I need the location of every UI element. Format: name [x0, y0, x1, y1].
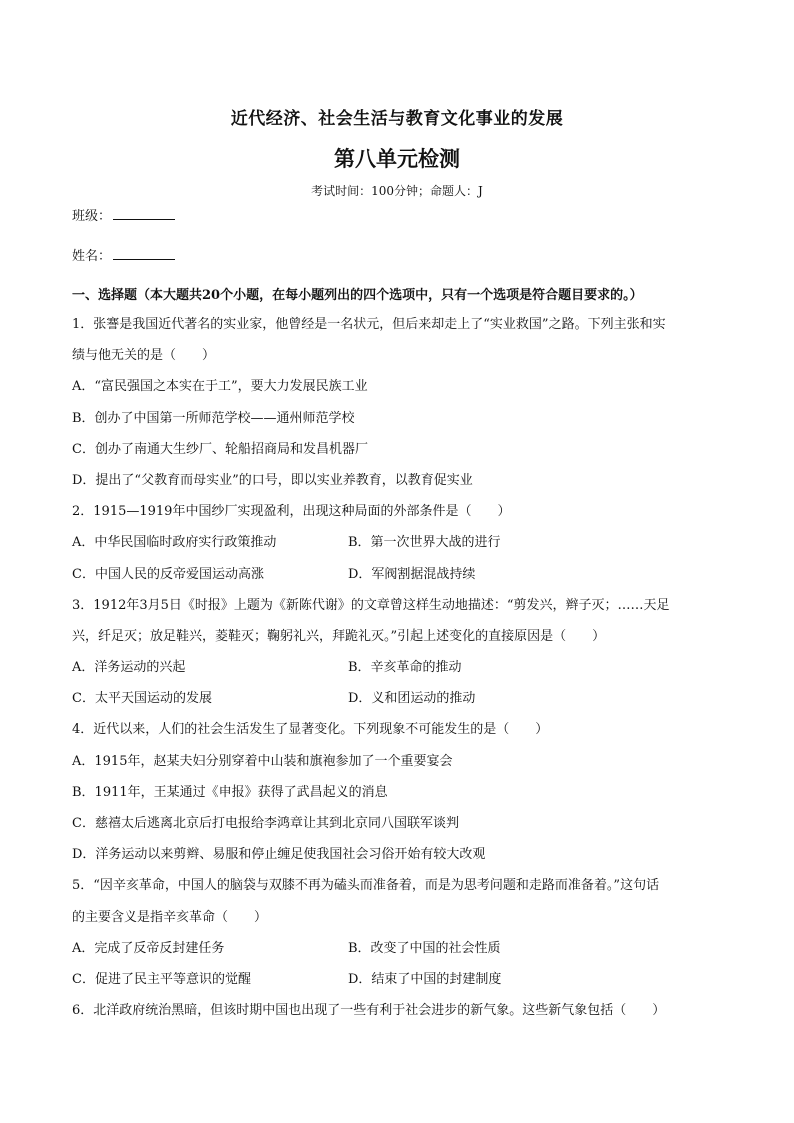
- question-content: [72, 283, 724, 1026]
- exam-info: 考试时间：100分钟；命题人：J: [311, 184, 483, 198]
- option-d: D．洋务运动以来剪辫、易服和停止缠足使我国社会习俗开始有较大改观: [72, 847, 486, 863]
- option-c: C．创办了南通大生纱厂、轮船招商局和发昌机器厂: [72, 441, 368, 457]
- option-d: D．义和团运动的推动: [348, 691, 476, 707]
- option-row: [72, 964, 724, 995]
- question-stem: 6．北洋政府统治黑暗，但该时期中国也出现了一些有利于社会进步的新气象。这些新气象包括（ ）: [72, 1003, 666, 1019]
- name-label: 姓名：: [72, 249, 112, 264]
- question-stem: 4．近代以来，人们的社会生活发生了显著变化。下列现象不可能发生的是（ ）: [72, 722, 549, 738]
- question-stem: 绩与他无关的是（ ）: [72, 348, 216, 364]
- option-a: A．洋务运动的兴起: [72, 660, 186, 676]
- question-stem: 的主要含义是指辛亥革命（ ）: [72, 909, 268, 925]
- option-c: C．太平天国运动的发展: [72, 691, 212, 707]
- question-4: [72, 714, 724, 870]
- class-blank-line: [113, 207, 175, 220]
- class-label: 班级：: [72, 209, 112, 224]
- unit-title: 第八单元检测: [334, 146, 460, 171]
- option-d: D．结束了中国的封建制度: [348, 971, 502, 987]
- question-stem: 兴，纤足灭；放足鞋兴，菱鞋灭；鞠躬礼兴，拜跪礼灭。”引起上述变化的直接原因是（ ）: [72, 628, 606, 644]
- option-a: A．“富民强国之本实在于工”，要大力发展民族工业: [72, 379, 368, 395]
- option-b: B．辛亥革命的推动: [348, 660, 462, 676]
- option-a: A．完成了反帝反封建任务: [72, 940, 225, 956]
- option-b: B．创办了中国第一所师范学校——通州师范学校: [72, 410, 355, 426]
- option-d: D．提出了“父教育而母实业”的口号，即以实业养教育，以教育促实业: [72, 472, 473, 488]
- question-stem: 2．1915—1919年中国纱厂实现盈利，出现这种局面的外部条件是（ ）: [72, 504, 511, 520]
- question-stem: 1．张謇是我国近代著名的实业家，他曾经是一名状元，但后来却走上了“实业救国”之路。下列主张和实: [72, 317, 666, 332]
- section-heading: 一、选择题（本大题共20个小题，在每小题列出的四个选项中，只有一个选项是符合题目要求的。）: [72, 288, 643, 303]
- option-c: C．慈禧太后逃离北京后打电报给李鸿章让其到北京同八国联军谈判: [72, 816, 459, 831]
- option-c: C．促进了民主平等意识的觉醒: [72, 971, 251, 987]
- option-a: A．中华民国临时政府实行政策推动: [72, 535, 277, 551]
- option-row: [72, 933, 724, 964]
- question-1: [72, 309, 724, 496]
- option-b: B．1911年，王某通过《申报》获得了武昌起义的消息: [72, 784, 388, 800]
- document-title: 近代经济、社会生活与教育文化事业的发展: [230, 109, 564, 129]
- option-d: D．军阀割据混战持续: [348, 566, 476, 582]
- question-6: [72, 995, 724, 1026]
- option-c: C．中国人民的反帝爱国运动高涨: [72, 566, 264, 582]
- question-stem: 3．1912年3月5日《时报》上题为《新陈代谢》的文章曾这样生动地描述：“剪发兴，辫子灭；……天足: [72, 597, 670, 613]
- question-3: [72, 590, 724, 715]
- option-row: [72, 652, 724, 683]
- option-a: A．1915年，赵某夫妇分别穿着中山装和旗袍参加了一个重要宴会: [72, 753, 453, 769]
- question-2: [72, 496, 724, 590]
- question-5: [72, 870, 724, 995]
- option-b: B．第一次世界大战的进行: [348, 535, 501, 551]
- option-row: [72, 683, 724, 714]
- name-blank-line: [113, 247, 175, 260]
- option-row: [72, 559, 724, 590]
- option-b: B．改变了中国的社会性质: [348, 940, 501, 956]
- option-row: [72, 527, 724, 558]
- question-stem: 5．“因辛亥革命，中国人的脑袋与双膝不再为磕头而准备着，而是为思考问题和走路而准备着。”这句话: [72, 878, 660, 894]
- class-field: [72, 205, 175, 224]
- name-field: [72, 245, 175, 264]
